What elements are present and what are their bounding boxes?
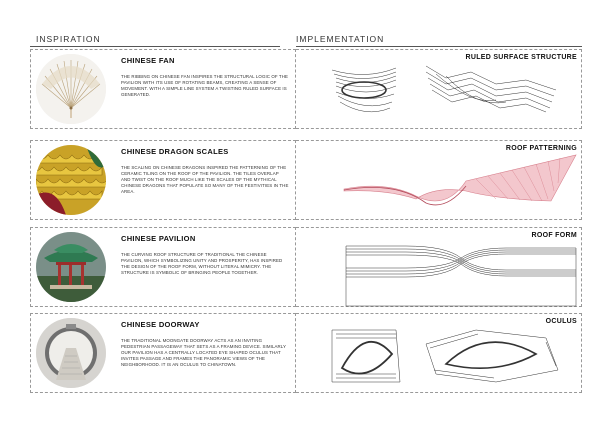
roof-form-drawing	[296, 228, 582, 308]
implementation-title: ROOF FORM	[531, 232, 577, 239]
moongate-doorway-icon	[36, 318, 106, 388]
implementation-panel	[296, 140, 582, 220]
row-chinese-pavilion	[30, 227, 582, 307]
row-description: THE CURVING ROOF STRUCTURE OF TRADITIONAL THE CHINESE PAVILION, WHICH SYMBOLIZING UNITY AND PROSPERITY, HAS INSPIRED THE DESIGN OF THE ROOF FORM, WITHOUT LITERAL MIMICRY. THE STRUCTURE IS SYMBOLIC OF BRINGING PEOPLE TOGETHER.	[121, 252, 283, 275]
row-title: CHINESE DRAGON SCALES	[121, 147, 229, 156]
implementation-title: RULED SURFACE STRUCTURE	[465, 54, 577, 61]
row-description: THE SCALING ON CHINESE DRAGONS INSPIRED THE PATTERNING OF THE CERAMIC TILING ON THE ROOF OF THE PAVILION. THE TILES OVERLAP AND TWIST ON THE ROOF MUCH LIKE THE SCALES OF THE MYTHICAL CHINESE DRAGONS THAT POPULATE SO MANY OF THE FESTIVITIES IN THE AREA.	[121, 165, 289, 194]
inspiration-panel	[30, 313, 296, 393]
row-description: THE TRADITIONAL MOONGATE DOORWAY ACTS AS AN INVITING PEDESTRIAN PASSAGEWAY THAT SETS AS A FRAMING DEVICE. SIMILARLY OUR PAVILION HAS A CENTRALLY LOCATED EYE SHAPED OCULUS THAT INVITES PASSAGE AND FRAMES THE PANORAMIC VIEWS OF THE NEIGHBORHOOD. IT IS AN OCULUS TO CHINATOWN.	[121, 338, 286, 367]
implementation-title: ROOF PATTERNING	[505, 145, 577, 152]
row-title: CHINESE FAN	[121, 56, 175, 65]
implementation-panel	[296, 227, 582, 307]
row-title: CHINESE PAVILION	[121, 234, 196, 243]
row-description: THE RIBBING ON CHINESE FAN INSPIRES THE STRUCTURAL LOGIC OF THE PAVILION WITH ITS USE OF ROTATING BEAMS, CREATING A SENSE OF MOVEMENT. WITH A SIMPLE LINE SYSTEM A TWISTING RULED SURFACE IS GENERATED.	[121, 74, 288, 97]
row-chinese-doorway	[30, 313, 582, 393]
roof-patterning-drawing	[296, 141, 582, 221]
inspiration-header: INSPIRATION	[36, 34, 101, 44]
folding-fan-icon	[36, 54, 106, 124]
oculus-drawing	[296, 314, 582, 394]
implementation-panel	[296, 313, 582, 393]
row-chinese-fan	[30, 49, 582, 129]
pagoda-pavilion-icon	[36, 232, 106, 302]
row-chinese-dragon-scales	[30, 140, 582, 220]
inspiration-panel	[30, 140, 296, 220]
inspiration-header-rule	[30, 46, 280, 47]
row-title: CHINESE DOORWAY	[121, 320, 200, 329]
implementation-header: IMPLEMENTATION	[296, 34, 385, 44]
inspiration-panel	[30, 227, 296, 307]
dragon-scales-icon	[36, 145, 106, 215]
implementation-title: OCULUS	[545, 318, 577, 325]
inspiration-panel	[30, 49, 296, 129]
ruled-surface-drawing	[296, 50, 582, 130]
implementation-header-rule	[296, 46, 582, 47]
implementation-panel	[296, 49, 582, 129]
